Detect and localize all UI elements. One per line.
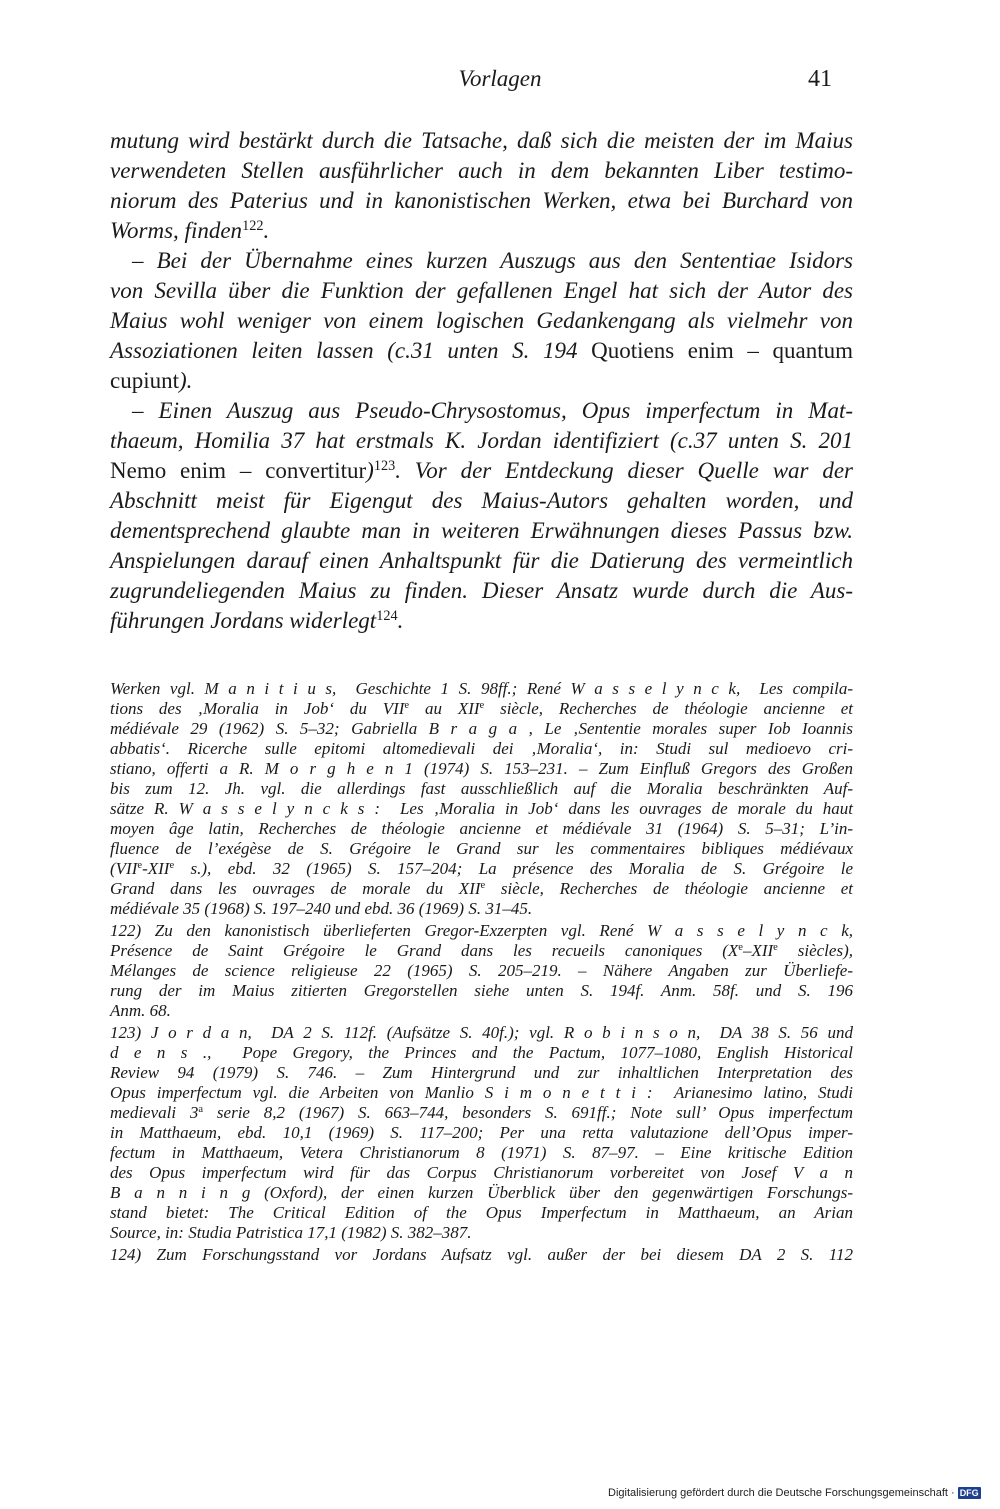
- footnote-line: Werken vgl. M a n i t i u s, Geschichte 1 S. 98ff.; René W a s s e l y n c k, Les compila-: [110, 679, 853, 698]
- footnote-line: 124) Zum Forschungsstand vor Jordans Aufsatz vgl. außer der bei diesem DA 2 S. 112: [110, 1245, 853, 1264]
- footnote-line: Présence de Saint Grégoire le Grand dans les recueils canoniques (Xe–XIIe siècles),: [110, 941, 853, 960]
- dfg-logo: DFG: [959, 1488, 979, 1499]
- footnote-ref: 123: [373, 458, 396, 475]
- footnote-line: 122) Zu den kanonistisch überlieferten Gregor-Exzerpten vgl. René W a s s e l y n c k,: [110, 921, 853, 940]
- page-number: 41: [808, 66, 832, 92]
- footnote-line: medievali 3$^a$ serie 8,2 (1967) S. 663–744, besonders S. 691ff.; Note sull’ Opus imperfectum: [110, 1103, 853, 1122]
- text-line: verwendeten Stellen ausführlicher auch in dem bekannten Liber testimo-: [110, 158, 853, 183]
- footnote-line: in Matthaeum, ebd. 10,1 (1969) S. 117–200; Per una retta valutazione dell’Opus imper-: [110, 1123, 853, 1142]
- footnote-line: Source, in: Studia Patristica 17,1 (1982) S. 382–387.: [110, 1223, 472, 1242]
- footnote-line: d e n s ., Pope Gregory, the Princes and the Pactum, 1077–1080, English Historical: [110, 1043, 853, 1062]
- text-line: Anspielungen darauf einen Anhaltspunkt für die Datierung des vermeintlich: [110, 548, 853, 573]
- footnote-line: fluence de l’exégèse de S. Grégoire le Grand sur les commentaires bibliques médiévaux: [110, 839, 853, 858]
- text-line: zugrundeliegenden Maius zu finden. Dieser Ansatz wurde durch die Aus-: [110, 578, 853, 603]
- text-line: niorum des Paterius und in kanonistischen Werken, etwa bei Burchard von: [110, 188, 853, 213]
- text-line: Nemo enim – convertitur)$^{123}$. Vor der Entdeckung dieser Quelle war der: [110, 458, 853, 483]
- text-line: Assoziationen leiten lassen (c.31 unten S. 194 Quotiens enim – quantum: [110, 338, 853, 363]
- footnote-ref: 122: [242, 218, 264, 235]
- footnote-line: Anm. 68.: [110, 1001, 171, 1020]
- footnote-line: sätze R. W a s s e l y n c k s : Les ‚Moralia in Job‘ dans les ouvrages de morale du haut: [110, 799, 853, 818]
- footnote-line: médiévale 29 (1962) S. 5–32; Gabriella B r a g a , Le ‚Sententie morales super Iob Ioannis: [110, 719, 853, 738]
- text-line: cupiunt).: [110, 368, 193, 393]
- text-line: dementsprechend glaubte man in weiteren Erwähnungen dieses Passus bzw.: [110, 518, 853, 543]
- text-line: mutung wird bestärkt durch die Tatsache, daß sich die meisten der im Maius: [110, 128, 853, 153]
- footnote-line: moyen âge latin, Recherches de théologie ancienne et médiévale 31 (1964) S. 5–31; L’in-: [110, 819, 853, 838]
- text-line: Maius wohl weniger von einem logischen Gedankengang als vielmehr von: [110, 308, 853, 333]
- text-line: – Einen Auszug aus Pseudo-Chrysostomus, Opus imperfectum in Mat-: [132, 398, 853, 423]
- text-line: Abschnitt meist für Eigengut des Maius-Autors gehalten worden, und: [110, 488, 853, 513]
- text-line: Worms, finden$^{122}$.: [110, 218, 270, 243]
- footnote-line: 123) J o r d a n, DA 2 S. 112f. (Aufsätze S. 40f.); vgl. R o b i n s o n, DA 38 S. 56 und: [110, 1023, 853, 1042]
- text-line: thaeum, Homilia 37 hat erstmals K. Jordan identifiziert (c.37 unten S. 201: [110, 428, 853, 453]
- footnote-line: médiévale 35 (1968) S. 197–240 und ebd. 36 (1969) S. 31–45.: [110, 899, 533, 918]
- footnote-line: fectum in Matthaeum, Vetera Christianorum 8 (1971) S. 87–97. – Eine kritische Edition: [110, 1143, 853, 1162]
- footnote-line: Mélanges de science religieuse 22 (1965) S. 205–219. – Nähere Angaben zur Überliefe-: [110, 961, 853, 980]
- footnote-line: (VIIe-XIIe s.), ebd. 32 (1965) S. 157–204; La présence des Moralia de S. Grégoire le: [110, 859, 853, 878]
- text-line: von Sevilla über die Funktion der gefallenen Engel hat sich der Autor des: [110, 278, 853, 303]
- footnote-line: B a n n i n g (Oxford), der einen kurzen Überblick über den gegenwärtigen Forschungs-: [110, 1183, 853, 1202]
- footnote-line: Review 94 (1979) S. 746. – Zum Hintergrund und zur inhaltlichen Interpretation des: [110, 1063, 853, 1082]
- digitization-credit: Digitalisierung gefördert durch die Deutsche Forschungsgemeinschaft · DFG: [608, 1487, 979, 1499]
- text-line: – Bei der Übernahme eines kurzen Auszugs aus den Sententiae Isidors: [132, 248, 853, 273]
- footnote-line: bis zum 12. Jh. vgl. die allerdings fast ausschließlich auf die Moralia beschränkten Auf-: [110, 779, 853, 798]
- footnote-line: rung der im Maius zitierten Gregorstellen siehe unten S. 194f. Anm. 58f. und S. 196: [110, 981, 853, 1000]
- footnote-line: Grand dans les ouvrages de morale du XIIe siècle, Recherches de théologie ancienne et: [110, 879, 854, 898]
- footnote-line: tions des ‚Moralia in Job‘ du VIIe au XIIe siècle, Recherches de théologie ancienne et: [110, 699, 853, 718]
- footnote-line: des Opus imperfectum wird für das Corpus Christianorum vorbereitet von Josef V a n: [110, 1163, 853, 1182]
- footnote-line: Opus imperfectum vgl. die Arbeiten von Manlio S i m o n e t t i : Arianesimo latino, Studi: [110, 1083, 853, 1102]
- footnote-ref: 124: [376, 608, 398, 625]
- running-head: Vorlagen: [458, 66, 542, 91]
- footnote-line: abbatis‘. Ricerche sulle epitomi altomedievali dei ‚Moralia‘, in: Studi sul medioevo cri-: [110, 739, 853, 758]
- footnote-line: stiano, offerti a R. M o r g h e n 1 (1974) S. 153–231. – Zum Einfluß Gregors des Großen: [110, 759, 853, 778]
- text-line: führungen Jordans widerlegt$^{124}$.: [110, 608, 404, 633]
- footnote-line: stand bietet: The Critical Edition of the Opus Imperfectum in Matthaeum, an Arian: [110, 1203, 853, 1222]
